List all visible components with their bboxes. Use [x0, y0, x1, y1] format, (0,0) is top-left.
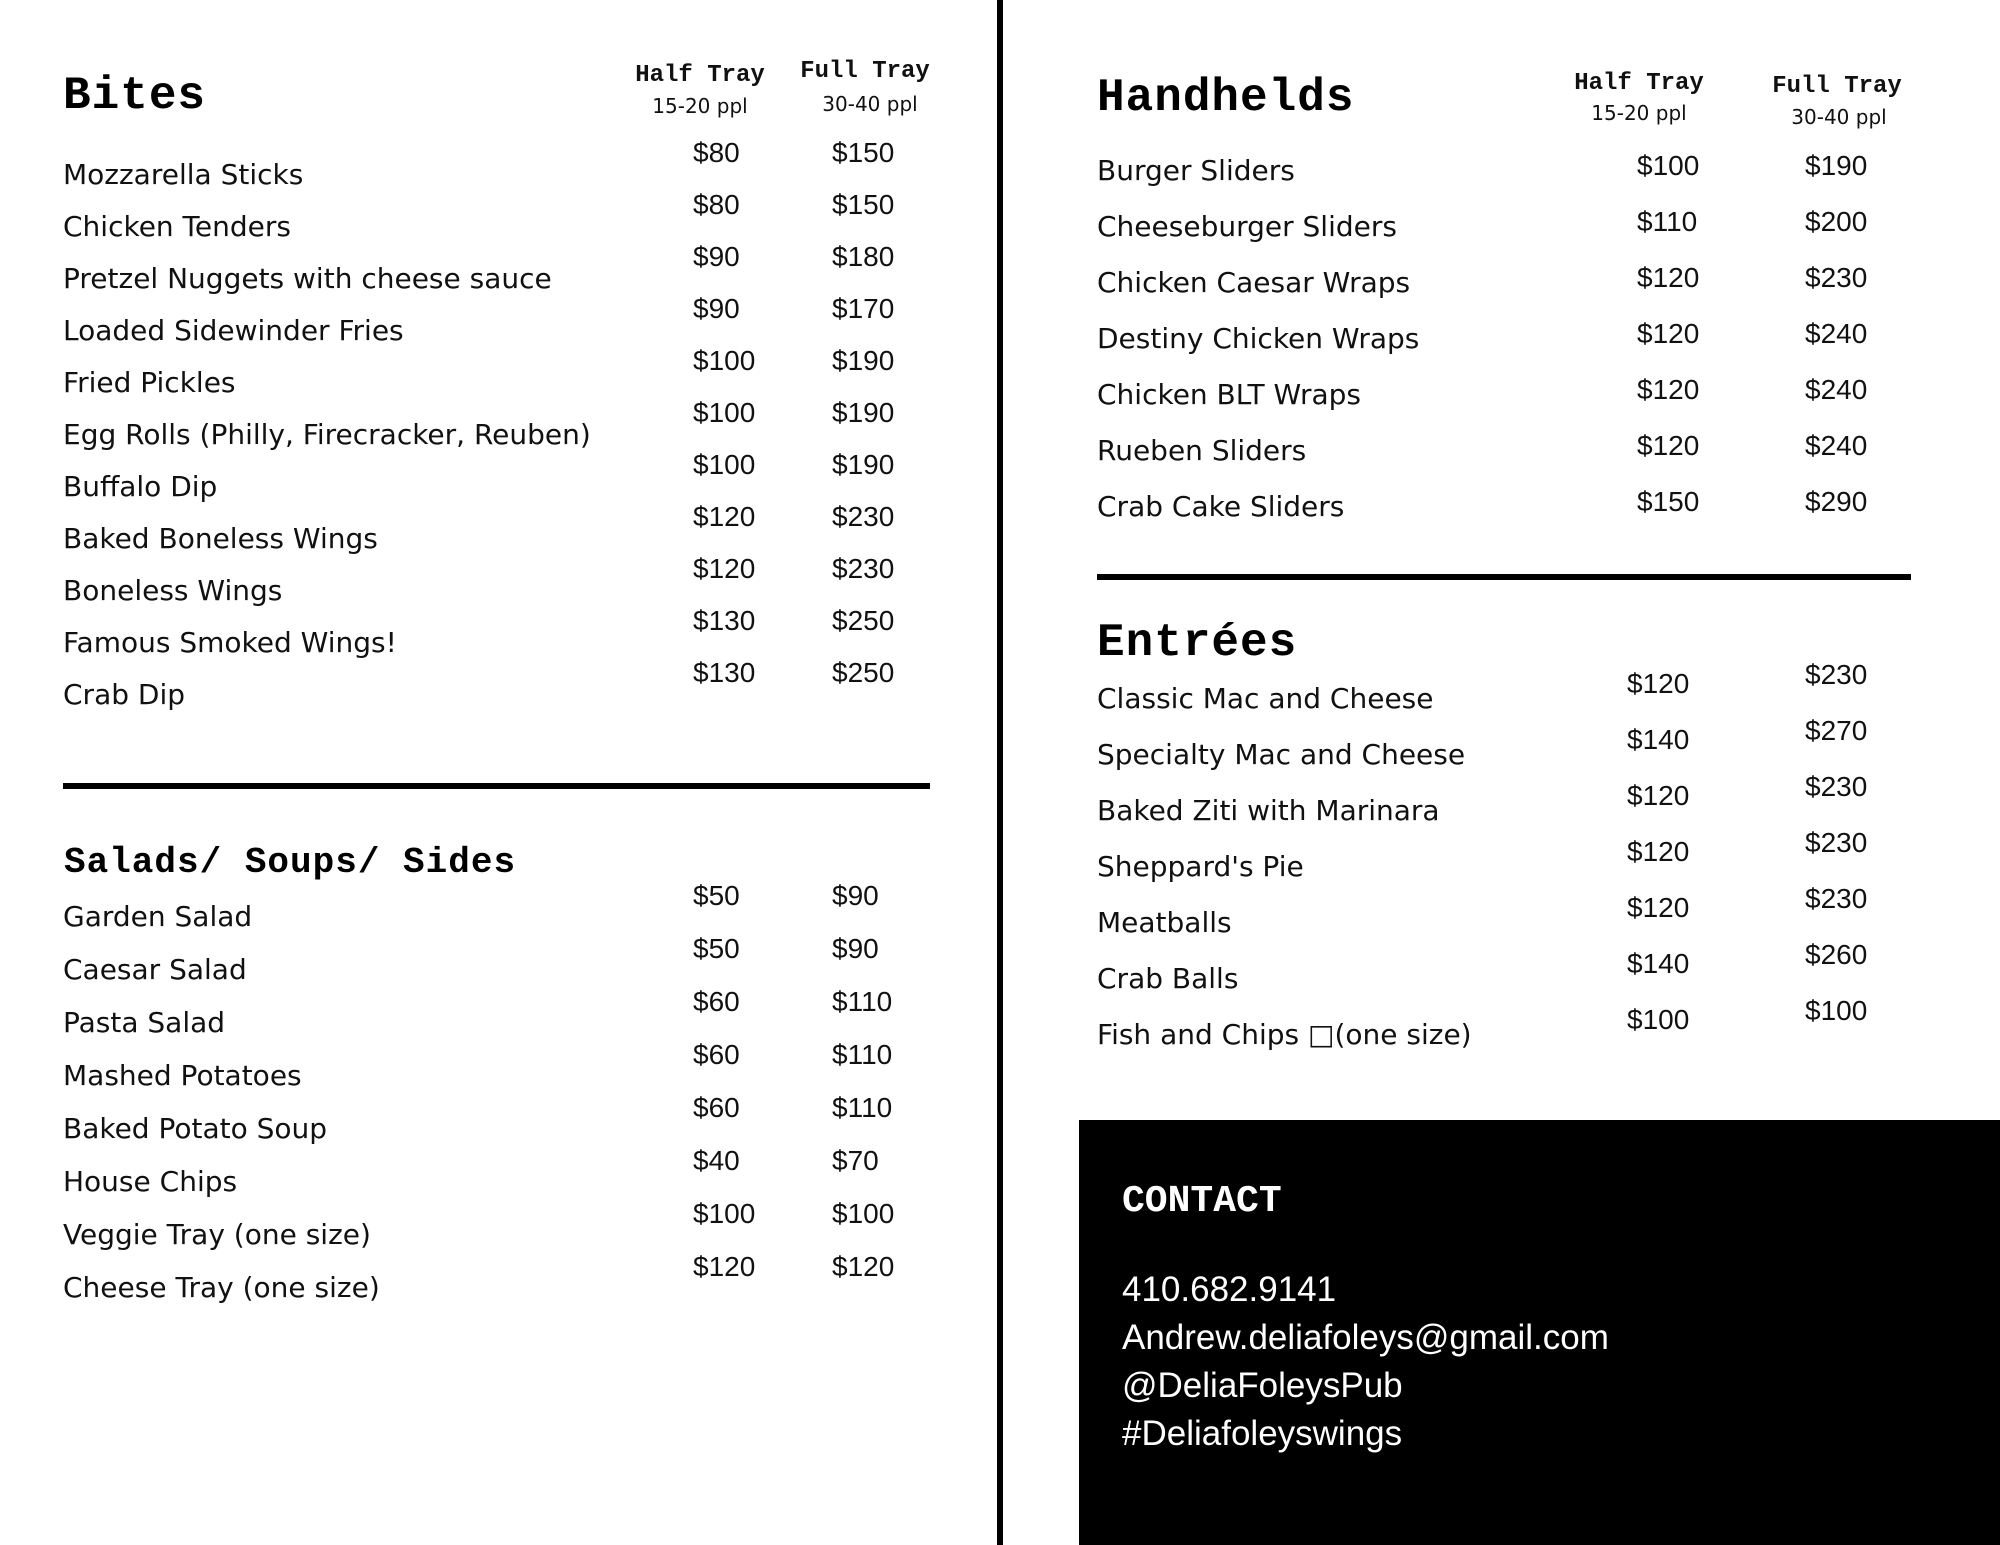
salads-item-half-price: $60: [693, 1092, 740, 1123]
handhelds-item-name: Chicken BLT Wraps: [1097, 378, 1361, 411]
bites-item-name: Buffalo Dip: [63, 470, 218, 503]
bites-item-name: Mozzarella Sticks: [63, 158, 304, 191]
bites-item-name: Pretzel Nuggets with cheese sauce: [63, 262, 552, 295]
center-divider: [997, 0, 1003, 1545]
salads-item-full-price: $120: [832, 1251, 895, 1282]
bites-title: Bites: [63, 70, 207, 122]
salads-item-full-price: $90: [832, 880, 879, 911]
handhelds-item-name: Rueben Sliders: [1097, 434, 1307, 467]
bites-item-full-price: $180: [832, 241, 895, 272]
salads-item-full-price: $70: [832, 1145, 879, 1176]
entrees-item-full-price: $100: [1805, 995, 1868, 1026]
entrees-item-half-price: $120: [1627, 668, 1690, 699]
contact-social-handle[interactable]: @DeliaFoleysPub: [1122, 1366, 1403, 1405]
handhelds-item-full-price: $190: [1805, 150, 1868, 181]
handhelds-item-full-price: $240: [1805, 430, 1868, 461]
handhelds-item-half-price: $150: [1637, 486, 1700, 517]
entrees-item-name: Crab Balls: [1097, 962, 1239, 995]
entrees-item-name: Sheppard's Pie: [1097, 850, 1304, 883]
handhelds-half-tray-header: Half Tray: [1574, 70, 1704, 97]
handhelds-item-name: Burger Sliders: [1097, 154, 1295, 187]
handhelds-item-full-price: $290: [1805, 486, 1868, 517]
bites-item-name: Famous Smoked Wings!: [63, 626, 397, 659]
bites-item-half-price: $130: [693, 657, 756, 688]
salads-item-full-price: $100: [832, 1198, 895, 1229]
handhelds-item-name: Cheeseburger Sliders: [1097, 210, 1397, 243]
handhelds-item-full-price: $200: [1805, 206, 1868, 237]
bites-item-full-price: $230: [832, 501, 895, 532]
bites-item-half-price: $100: [693, 345, 756, 376]
handhelds-item-half-price: $120: [1637, 318, 1700, 349]
entrees-item-full-price: $230: [1805, 883, 1868, 914]
salads-item-name: Caesar Salad: [63, 953, 247, 986]
entrees-item-full-price: $230: [1805, 771, 1868, 802]
bites-item-full-price: $250: [832, 605, 895, 636]
salads-item-name: Mashed Potatoes: [63, 1059, 302, 1092]
salads-item-half-price: $60: [693, 986, 740, 1017]
entrees-item-name: Fish and Chips □(one size): [1097, 1018, 1472, 1051]
entrees-item-half-price: $120: [1627, 836, 1690, 867]
entrees-item-half-price: $120: [1627, 892, 1690, 923]
bites-item-full-price: $190: [832, 345, 895, 376]
bites-full-tray-size: 30-40 ppl: [822, 92, 918, 116]
contact-email[interactable]: Andrew.deliafoleys@gmail.com: [1122, 1318, 1609, 1357]
bites-item-name: Crab Dip: [63, 678, 186, 711]
bites-item-name: Egg Rolls (Philly, Firecracker, Reuben): [63, 418, 591, 451]
handhelds-title: Handhelds: [1097, 72, 1355, 124]
entrees-item-name: Meatballs: [1097, 906, 1232, 939]
salads-item-name: Cheese Tray (one size): [63, 1271, 380, 1304]
entrees-item-half-price: $100: [1627, 1004, 1690, 1035]
handhelds-full-tray-header: Full Tray: [1772, 73, 1902, 100]
bites-item-half-price: $100: [693, 397, 756, 428]
bites-item-half-price: $80: [693, 189, 740, 220]
bites-item-half-price: $80: [693, 137, 740, 168]
bites-item-name: Chicken Tenders: [63, 210, 291, 243]
salads-item-full-price: $110: [832, 986, 893, 1017]
handhelds-item-name: Destiny Chicken Wraps: [1097, 322, 1420, 355]
bites-half-tray-header: Half Tray: [635, 62, 765, 89]
bites-item-full-price: $150: [832, 189, 895, 220]
handhelds-item-half-price: $110: [1637, 206, 1698, 237]
handhelds-item-full-price: $230: [1805, 262, 1868, 293]
handhelds-item-half-price: $120: [1637, 262, 1700, 293]
bites-item-full-price: $150: [832, 137, 895, 168]
contact-hashtag[interactable]: #Deliafoleyswings: [1122, 1414, 1403, 1453]
entrees-item-half-price: $140: [1627, 724, 1690, 755]
entrees-item-full-price: $230: [1805, 659, 1868, 690]
bites-item-half-price: $90: [693, 241, 740, 272]
handhelds-item-name: Chicken Caesar Wraps: [1097, 266, 1411, 299]
salads-item-half-price: $50: [693, 880, 740, 911]
salads-item-name: Garden Salad: [63, 900, 253, 933]
salads-item-full-price: $90: [832, 933, 879, 964]
bites-item-name: Loaded Sidewinder Fries: [63, 314, 404, 347]
handhelds-item-half-price: $120: [1637, 374, 1700, 405]
salads-item-name: House Chips: [63, 1165, 238, 1198]
salads-title: Salads/ Soups/ Sides: [64, 842, 517, 883]
bites-item-half-price: $120: [693, 553, 756, 584]
bites-half-tray-size: 15-20 ppl: [652, 94, 748, 118]
salads-item-full-price: $110: [832, 1092, 893, 1123]
entrees-item-name: Classic Mac and Cheese: [1097, 682, 1434, 715]
entrees-item-half-price: $120: [1627, 780, 1690, 811]
contact-title: CONTACT: [1122, 1180, 1282, 1223]
handhelds-half-tray-size: 15-20 ppl: [1591, 101, 1687, 125]
salads-item-full-price: $110: [832, 1039, 893, 1070]
bites-section-rule: [63, 783, 930, 789]
bites-item-full-price: $170: [832, 293, 895, 324]
bites-item-name: Baked Boneless Wings: [63, 522, 378, 555]
salads-item-half-price: $50: [693, 933, 740, 964]
bites-item-name: Fried Pickles: [63, 366, 236, 399]
bites-item-name: Boneless Wings: [63, 574, 283, 607]
entrees-item-half-price: $140: [1627, 948, 1690, 979]
handhelds-item-name: Crab Cake Sliders: [1097, 490, 1345, 523]
bites-item-full-price: $190: [832, 449, 895, 480]
salads-item-half-price: $100: [693, 1198, 756, 1229]
salads-item-half-price: $40: [693, 1145, 740, 1176]
bites-item-half-price: $90: [693, 293, 740, 324]
salads-item-half-price: $60: [693, 1039, 740, 1070]
bites-item-full-price: $190: [832, 397, 895, 428]
bites-item-half-price: $130: [693, 605, 756, 636]
handhelds-item-half-price: $120: [1637, 430, 1700, 461]
entrees-item-name: Baked Ziti with Marinara: [1097, 794, 1440, 827]
bites-item-full-price: $250: [832, 657, 895, 688]
entrees-item-name: Specialty Mac and Cheese: [1097, 738, 1466, 771]
salads-item-name: Veggie Tray (one size): [63, 1218, 371, 1251]
entrees-item-full-price: $230: [1805, 827, 1868, 858]
salads-item-name: Pasta Salad: [63, 1006, 226, 1039]
entrees-title: Entrées: [1097, 617, 1298, 669]
handhelds-item-half-price: $100: [1637, 150, 1700, 181]
handhelds-section-rule: [1097, 574, 1911, 580]
bites-item-half-price: $120: [693, 501, 756, 532]
handhelds-full-tray-size: 30-40 ppl: [1791, 105, 1887, 129]
bites-full-tray-header: Full Tray: [800, 58, 930, 85]
bites-item-half-price: $100: [693, 449, 756, 480]
handhelds-item-full-price: $240: [1805, 318, 1868, 349]
entrees-item-full-price: $270: [1805, 715, 1868, 746]
handhelds-item-full-price: $240: [1805, 374, 1868, 405]
salads-item-name: Baked Potato Soup: [63, 1112, 328, 1145]
salads-item-half-price: $120: [693, 1251, 756, 1282]
entrees-item-full-price: $260: [1805, 939, 1868, 970]
bites-item-full-price: $230: [832, 553, 895, 584]
contact-phone[interactable]: 410.682.9141: [1122, 1270, 1337, 1309]
